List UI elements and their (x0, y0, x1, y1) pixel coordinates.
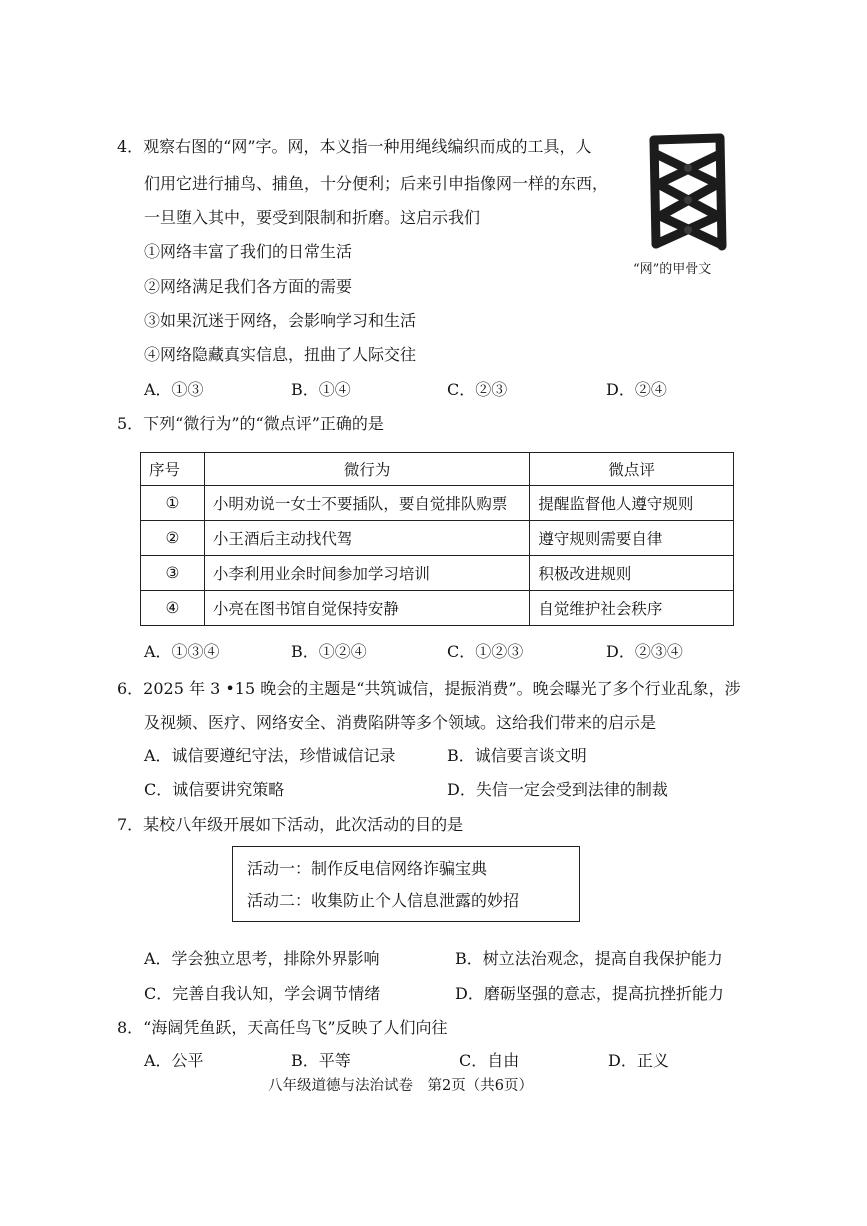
row-comment: 自觉维护社会秩序 (530, 591, 734, 626)
q4-statement-2: ②网络满足我们各方面的需要 (144, 277, 353, 296)
q7-option-b: B．树立法治观念，提高自我保护能力 (455, 949, 723, 968)
table-row (141, 521, 734, 556)
q5-option-a: A．①③④ (144, 642, 220, 661)
q4-statement-3: ③如果沉迷于网络，会影响学习和生活 (144, 311, 417, 330)
q4-statement-4: ④网络隐藏真实信息，扭曲了人际交往 (144, 345, 417, 364)
q4-stem-line-2: 们用它进行捕鸟、捕鱼，十分便利；后来引申指像网一样的东西， (144, 174, 609, 193)
activity-box (232, 846, 580, 922)
oracle-bone-net-glyph (640, 132, 732, 254)
q8-option-c: C．自由 (459, 1051, 520, 1070)
q8-option-b: B．平等 (291, 1051, 351, 1070)
page-footer: 八年级道德与法治试卷 第2页（共6页） (268, 1078, 533, 1094)
q5-option-b: B．①②④ (291, 642, 367, 661)
row-behavior: 小李利用业余时间参加学习培训 (204, 556, 529, 591)
table-row (141, 591, 734, 626)
q5-option-d: D．②③④ (606, 642, 683, 661)
q4-stem-line-1: 4．观察右图的“网”字。网，本义指一种用绳线编织而成的工具，人 (117, 137, 592, 156)
q7-option-a: A．学会独立思考，排除外界影响 (144, 949, 380, 968)
q4-statement-1: ①网络丰富了我们的日常生活 (144, 242, 353, 261)
q8-option-d: D．正义 (608, 1051, 669, 1070)
q7-option-c: C．完善自我认知，学会调节情绪 (144, 984, 381, 1003)
q6-stem-line-2: 及视频、医疗、网络安全、消费陷阱等多个领域。这给我们带来的启示是 (144, 713, 657, 732)
header-index: 序号 (141, 453, 205, 486)
q5-stem: 5．下列“微行为”的“微点评”正确的是 (117, 414, 384, 433)
row-index: ② (141, 521, 205, 556)
row-behavior: 小王酒后主动找代驾 (204, 521, 529, 556)
micro-behavior-table (140, 452, 734, 626)
figure-caption: “网”的甲骨文 (633, 262, 712, 277)
q5-option-c: C．①②③ (447, 642, 524, 661)
activity-2: 活动二：收集防止个人信息泄露的妙招 (247, 891, 520, 910)
q4-stem-line-3: 一旦堕入其中，要受到限制和折磨。这启示我们 (144, 208, 481, 227)
row-behavior: 小亮在图书馆自觉保持安静 (204, 591, 529, 626)
row-behavior: 小明劝说一女士不要插队，要自觉排队购票 (204, 486, 529, 521)
q6-stem-line-1: 6．2025 年 3 •15 晚会的主题是“共筑诚信，提振消费”。晚会曝光了多个行业乱象，涉 (117, 679, 741, 698)
q6-option-d: D．失信一定会受到法律的制裁 (447, 780, 668, 799)
table-row (141, 556, 734, 591)
activity-1: 活动一：制作反电信网络诈骗宝典 (247, 859, 488, 878)
header-comment: 微点评 (530, 453, 734, 486)
q8-option-a: A．公平 (144, 1051, 204, 1070)
table-row (141, 486, 734, 521)
row-index: ① (141, 486, 205, 521)
q6-option-a: A．诚信要遵纪守法，珍惜诚信记录 (144, 746, 396, 765)
header-behavior: 微行为 (204, 453, 529, 486)
q4-option-a: A．①③ (144, 380, 204, 399)
q7-stem: 7．某校八年级开展如下活动，此次活动的目的是 (117, 815, 464, 834)
q7-option-d: D．磨砺坚强的意志，提高抗挫折能力 (455, 984, 724, 1003)
row-comment: 积极改进规则 (530, 556, 734, 591)
q4-option-b: B．①④ (291, 380, 351, 399)
row-index: ④ (141, 591, 205, 626)
table-header-row (141, 453, 734, 486)
row-index: ③ (141, 556, 205, 591)
row-comment: 提醒监督他人遵守规则 (530, 486, 734, 521)
q4-option-d: D．②④ (606, 380, 667, 399)
q6-option-c: C．诚信要讲究策略 (144, 780, 285, 799)
q6-option-b: B．诚信要言谈文明 (447, 746, 587, 765)
row-comment: 遵守规则需要自律 (530, 521, 734, 556)
q4-option-c: C．②③ (447, 380, 508, 399)
q8-stem: 8．“海阔凭鱼跃，天高任鸟飞”反映了人们向往 (117, 1018, 448, 1037)
